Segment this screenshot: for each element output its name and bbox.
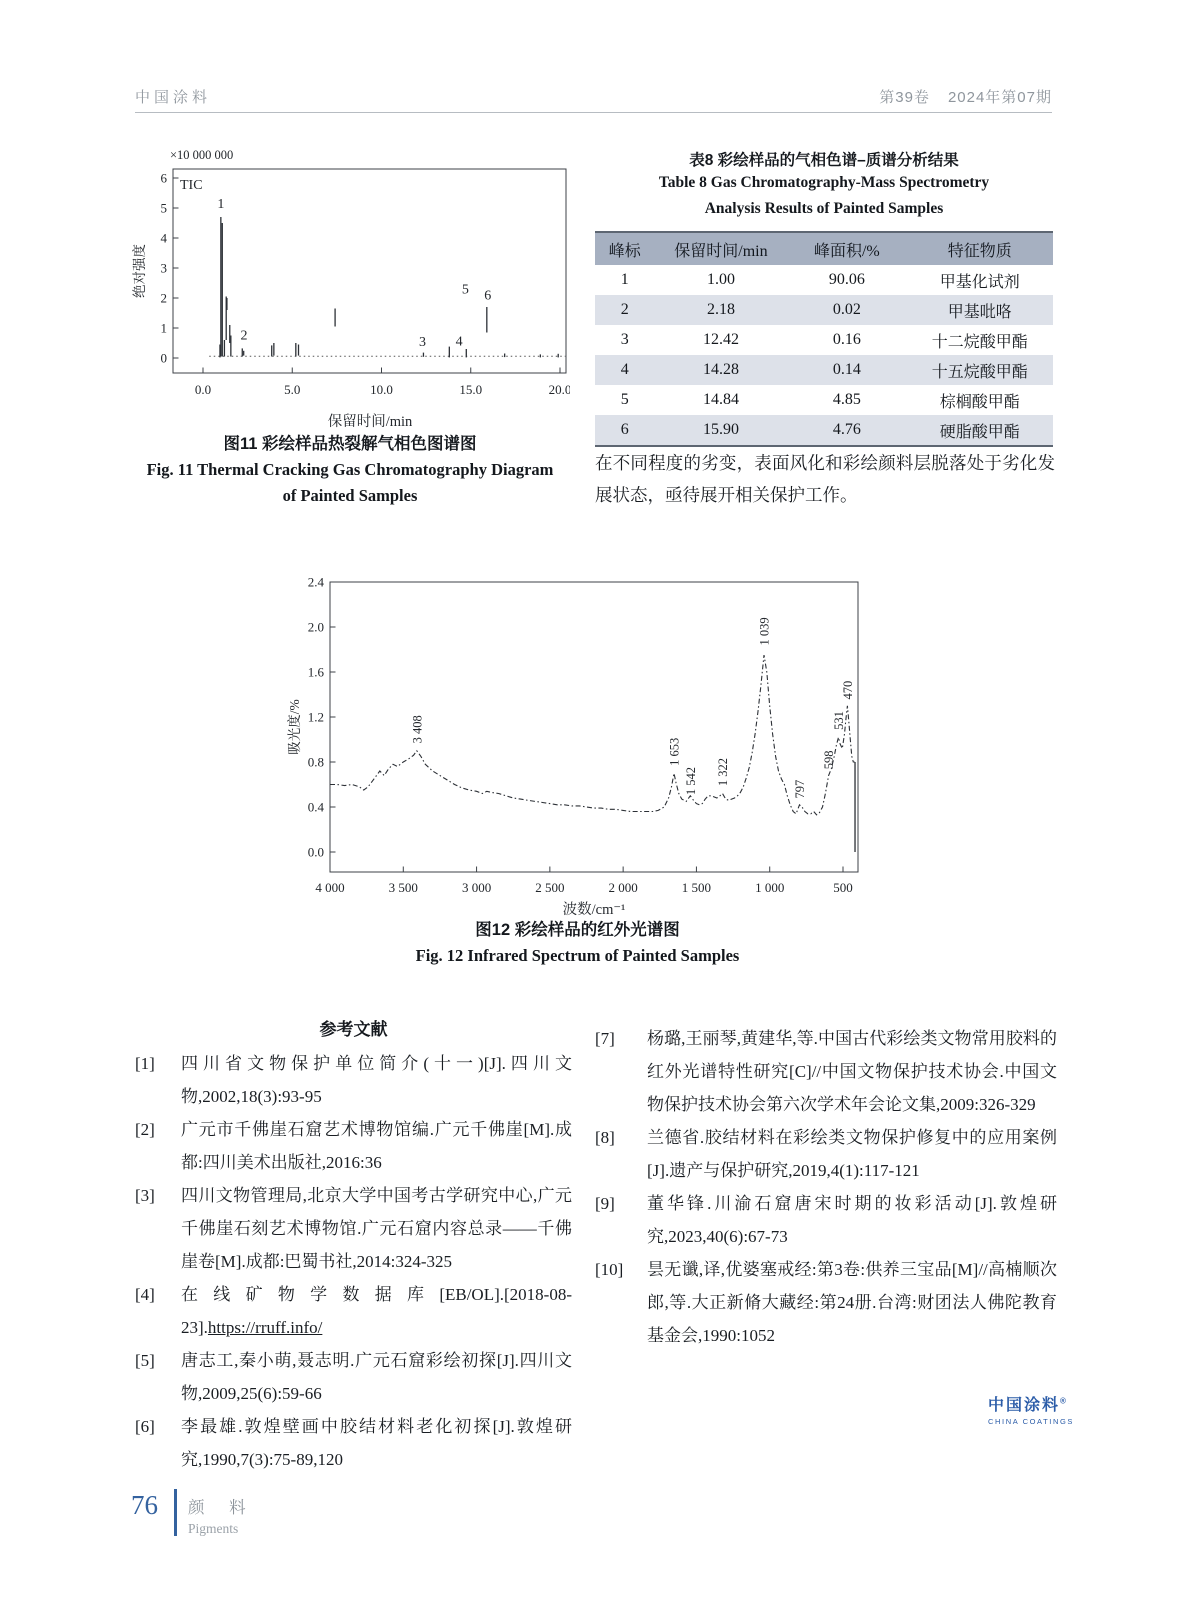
cell-peak: 2 — [595, 295, 655, 325]
x-tick-label: 500 — [833, 880, 853, 895]
ir-svg — [285, 558, 870, 920]
table-row — [595, 325, 1053, 355]
cell-substance: 棕榈酸甲酯 — [939, 393, 1020, 411]
fig12-ir-spectrum-chart — [285, 558, 870, 920]
table8-block — [595, 148, 1053, 447]
x-tick-label: 0.0 — [194, 382, 212, 397]
cell-area: 0.14 — [787, 355, 906, 385]
logo-cn-text: 中国涂料 — [988, 1397, 1061, 1414]
body-paragraph: 在不同程度的劣变，表面风化和彩绘颜料层脱落处于劣化发展状态，亟待展开相关保护工作。 — [595, 453, 1055, 505]
fig11-caption-en1: Fig. 11 Thermal Cracking Gas Chromatography Diagram — [146, 460, 554, 479]
wavenumber-label: 1 039 — [757, 617, 772, 646]
y-tick-label: 2.0 — [307, 619, 324, 635]
reference-text: 李最雄.敦煌壁画中胶结材料老化初探[J].敦煌研究,1990,7(3):75-89,120 — [181, 1417, 572, 1469]
references-heading: 参考文献 — [319, 1020, 388, 1039]
table-row — [595, 415, 1053, 446]
y-tick-label: 0.4 — [307, 799, 324, 815]
x-tick-label: 15.0 — [459, 382, 483, 397]
fig12-caption — [285, 916, 870, 966]
cell-area: 90.06 — [828, 271, 865, 288]
ir-spectrum-curve — [330, 655, 855, 815]
header-issue: 2024年第07期 — [947, 89, 1052, 106]
cell-peak: 5 — [620, 391, 629, 408]
fig11-caption-cn: 图11 彩绘样品热裂解气相色图谱图 — [223, 435, 477, 453]
x-tick-label: 4 000 — [315, 880, 345, 895]
reference-text: 杨璐,王丽琴,黄建华,等.中国古代彩绘类文物常用胶料的红外光谱特性研究[C]//中国文物保护技术协会.中国文物保护技术协会第六次学术年会论文集,2009:326-329 — [647, 1029, 1057, 1114]
x-tick-label: 20.0 — [548, 382, 570, 397]
china-coatings-logo — [988, 1392, 1074, 1426]
cell-peak: 3 — [620, 331, 629, 348]
reference-number: [2] — [135, 1120, 155, 1139]
y-tick-label: 6 — [160, 170, 167, 186]
reference-item — [595, 1121, 1057, 1187]
reference-item — [135, 1344, 572, 1410]
footer-section-en: Pigments — [188, 1521, 239, 1536]
reference-item — [595, 1253, 1057, 1352]
cell-substance: 硬脂酸甲酯 — [906, 415, 1053, 446]
table-row — [595, 295, 1053, 325]
plot-frame — [173, 169, 566, 373]
gcms-table — [595, 231, 1053, 447]
reference-item — [595, 1187, 1057, 1253]
cell-peak: 6 — [595, 415, 655, 446]
wavenumber-label: 598 — [822, 750, 837, 770]
y-tick-label: 0.8 — [307, 754, 324, 770]
fig11-caption — [118, 430, 582, 506]
references-right-column — [595, 1022, 1057, 1352]
y-tick-label: 2.4 — [307, 574, 324, 590]
col-header-substance: 特征物质 — [906, 232, 1053, 265]
y-tick-label: 4 — [160, 230, 167, 246]
wavenumber-label: 470 — [840, 680, 855, 700]
reference-item — [135, 1410, 572, 1476]
cell-substance: 十五烷酸甲酯 — [906, 355, 1053, 385]
reference-number: [6] — [135, 1417, 155, 1436]
x-tick-label: 1 000 — [755, 880, 785, 895]
cell-retention: 2.18 — [655, 295, 788, 325]
logo-name-en: CHINA COATINGS — [988, 1417, 1075, 1426]
cell-area: 0.16 — [832, 331, 861, 348]
reference-number: [7] — [595, 1029, 615, 1048]
wavenumber-label: 797 — [792, 779, 807, 799]
reference-number: [5] — [135, 1351, 155, 1370]
x-tick-label: 2 000 — [608, 880, 638, 895]
reference-item — [595, 1022, 1057, 1121]
cell-substance: 十二烷酸甲酯 — [931, 333, 1028, 351]
fig12-caption-cn: 图12 彩绘样品的红外光谱图 — [475, 921, 680, 939]
table8-title-en1: Table 8 Gas Chromatography-Mass Spectrometry — [658, 174, 990, 191]
x-tick-label: 2 500 — [535, 880, 565, 895]
cell-peak: 4 — [595, 355, 655, 385]
x-axis-title: 波数/cm⁻¹ — [562, 902, 626, 918]
col-header-peak-area: 峰面积/% — [787, 232, 906, 265]
reference-number: [10] — [595, 1260, 624, 1279]
cell-peak: 1 — [620, 271, 629, 288]
x-axis-title: 保留时间/min — [327, 414, 413, 430]
fig12-caption-en: Fig. 12 Infrared Spectrum of Painted Samples — [415, 946, 740, 965]
y-axis-title: 绝对强度 — [132, 244, 147, 298]
y-tick-label: 0 — [160, 350, 167, 366]
y-tick-label: 1.6 — [307, 664, 324, 680]
y-axis-title: 吸光度/% — [287, 699, 302, 755]
cell-retention: 15.90 — [655, 415, 788, 446]
footer-divider-bar — [174, 1489, 177, 1536]
page-number: 76 — [131, 1490, 158, 1520]
y-tick-label: 5 — [160, 200, 167, 216]
table-row — [595, 265, 1053, 295]
plot-frame — [330, 582, 858, 872]
reference-text: 唐志工,秦小萌,聂志明.广元石窟彩绘初探[J].四川文物,2009,25(6):59-66 — [181, 1351, 572, 1403]
tic-svg — [130, 145, 570, 440]
reference-text: 广元市千佛崖石窟艺术博物馆编.广元千佛崖[M].成都:四川美术出版社,2016:36 — [181, 1120, 572, 1172]
header-volume: 第39卷 — [879, 89, 930, 106]
wavenumber-label: 1 653 — [667, 737, 682, 766]
cell-retention: 14.28 — [655, 355, 788, 385]
reference-number: [9] — [595, 1194, 615, 1213]
header-divider — [135, 112, 1052, 113]
x-tick-label: 10.0 — [370, 382, 393, 397]
reference-text — [181, 1278, 572, 1344]
cell-substance: 甲基化试剂 — [939, 273, 1020, 291]
table-row — [595, 355, 1053, 385]
header-journal-name: 中国涂料 — [135, 89, 212, 106]
table8-title-cn: 表8 彩绘样品的气相色谱–质谱分析结果 — [689, 152, 959, 169]
reference-item — [135, 1113, 572, 1179]
cell-substance: 甲基吡咯 — [906, 295, 1053, 325]
wavenumber-label: 1 322 — [716, 758, 731, 787]
cell-area: 4.85 — [832, 391, 861, 408]
peak-label: 6 — [484, 288, 492, 304]
references-left-column — [135, 1047, 572, 1476]
y-tick-label: 2 — [160, 290, 167, 306]
table8-title-en2: Analysis Results of Painted Samples — [704, 200, 944, 217]
tic-label: TIC — [180, 178, 203, 193]
peak-label: 2 — [240, 328, 248, 344]
reference-item — [135, 1179, 572, 1278]
peak-label: 5 — [461, 282, 469, 298]
y-tick-label: 3 — [160, 260, 167, 276]
wavenumber-label: 1 542 — [683, 767, 698, 796]
reference-number: [4] — [135, 1285, 155, 1304]
reference-text: 四川省文物保护单位简介(十一)[J].四川文物,2002,18(3):93-95 — [181, 1054, 572, 1106]
reference-url-link[interactable]: https://rruff.info/ — [207, 1318, 323, 1337]
cell-retention: 1.00 — [706, 271, 735, 288]
col-header-retention-time: 保留时间/min — [655, 232, 788, 265]
cell-area: 0.02 — [787, 295, 906, 325]
reference-number: [3] — [135, 1186, 155, 1205]
wavenumber-label: 531 — [831, 711, 846, 730]
y-tick-label: 0.0 — [307, 844, 324, 860]
cell-area: 4.76 — [787, 415, 906, 446]
logo-name-cn — [988, 1392, 1074, 1415]
y-tick-label: 1.2 — [307, 709, 324, 725]
reference-number: [8] — [595, 1128, 615, 1147]
fig11-caption-en2: of Painted Samples — [282, 486, 418, 505]
fig11-chromatogram-chart — [130, 145, 570, 440]
peak-label: 4 — [455, 334, 463, 350]
x-tick-label: 3 500 — [388, 880, 418, 895]
registered-mark-icon: ® — [1060, 1396, 1068, 1406]
col-header-peak: 峰标 — [595, 232, 655, 265]
cell-retention: 14.84 — [702, 391, 739, 408]
reference-text-part: 在线矿物学数据库[EB/OL].[2018-08-23]. — [181, 1285, 572, 1337]
reference-text: 董华锋.川渝石窟唐宋时期的妆彩活动[J].敦煌研究,2023,40(6):67-73 — [647, 1194, 1057, 1246]
table-row — [595, 385, 1053, 415]
wavenumber-label: 3 408 — [410, 715, 425, 744]
y-tick-label: 1 — [160, 320, 167, 336]
x-tick-label: 1 500 — [681, 880, 712, 895]
reference-item — [135, 1047, 572, 1113]
reference-text: 四川文物管理局,北京大学中国考古学研究中心,广元千佛崖石刻艺术博物馆.广元石窟内容总录——千佛崖卷[M].成都:巴蜀书社,2014:324-325 — [181, 1186, 572, 1271]
peak-label: 1 — [217, 197, 225, 212]
reference-item — [135, 1278, 572, 1344]
header-issue-info — [861, 86, 1052, 107]
table-header-row — [595, 232, 1053, 265]
x-tick-label: 5.0 — [284, 382, 301, 397]
x-tick-label: 3 000 — [461, 880, 492, 895]
reference-text: 兰德省.胶结材料在彩绘类文物保护修复中的应用案例[J].遗产与保护研究,2019,4(1):117-121 — [647, 1128, 1057, 1180]
footer-section-cn: 颜 料 — [188, 1499, 256, 1517]
scale-note: ×10 000 000 — [170, 148, 234, 162]
reference-number: [1] — [135, 1054, 155, 1073]
reference-text: 昙无谶,译,优婆塞戒经:第3卷:供养三宝品[M]//高楠顺次郎,等.大正新脩大藏经:第24册.台湾:财团法人佛陀教育基金会,1990:1052 — [647, 1260, 1057, 1345]
peak-label: 3 — [419, 335, 427, 350]
cell-retention: 12.42 — [702, 331, 739, 348]
